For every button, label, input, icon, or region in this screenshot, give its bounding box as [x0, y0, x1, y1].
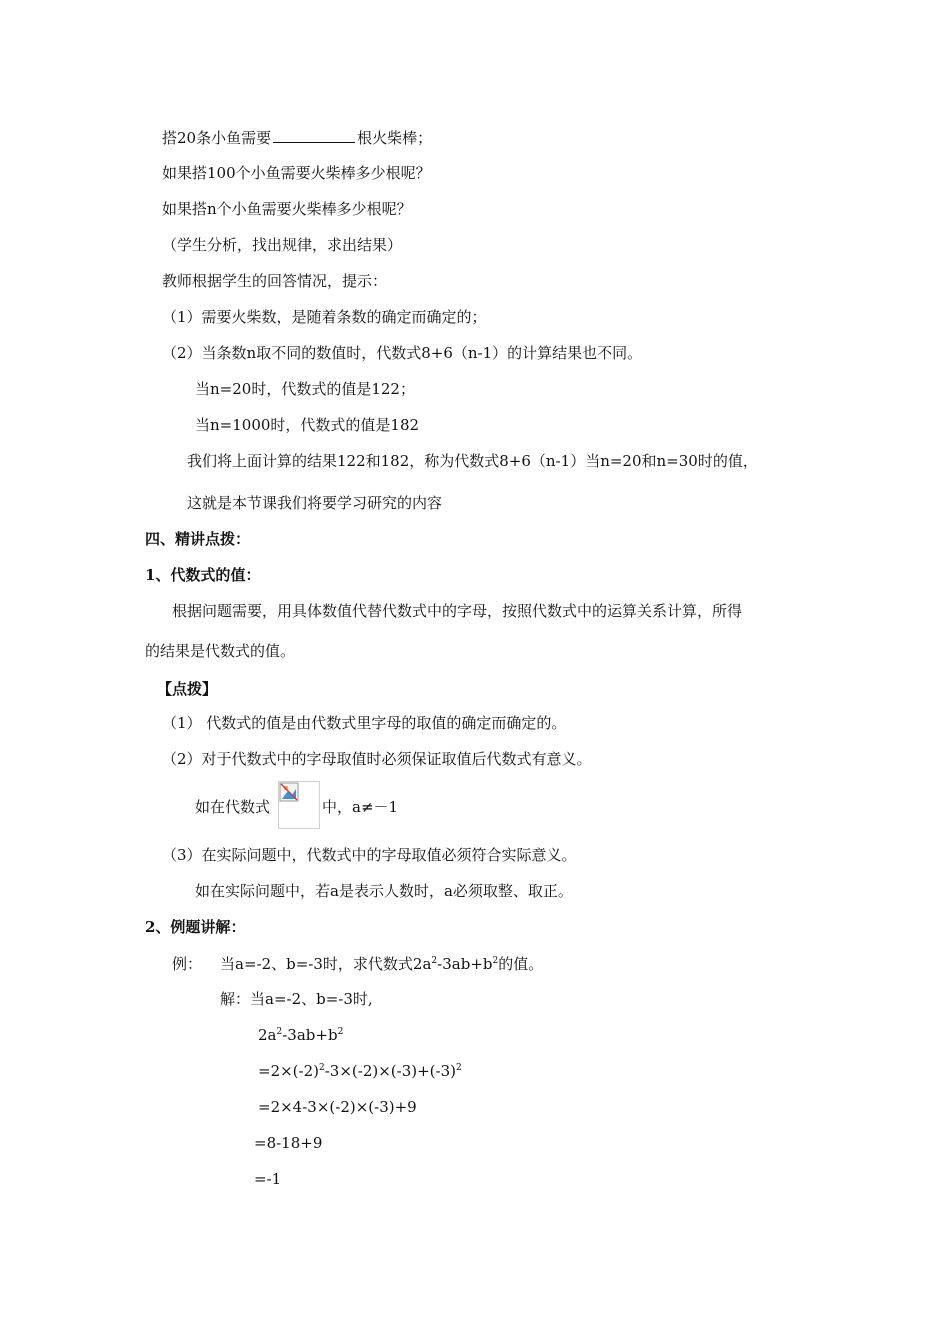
solution-intro: 解：当a=-2、b=-3时,	[220, 990, 373, 1008]
solution-step-1: $2a^2-3ab+b^2$	[258, 1026, 344, 1044]
tip-2-example-post: 中，a≠－1	[322, 798, 399, 816]
solution-result: =-1	[254, 1170, 282, 1188]
tip-3-example: 如在实际问题中，若a是表示人数时，a必须取整、取正。	[195, 882, 573, 900]
line-student-analysis: （学生分析，找出规律，求出结果）	[162, 236, 403, 254]
solution-step-3: =2×4-3×(-2)×(-3)+9	[258, 1098, 417, 1116]
line-summary: 我们将上面计算的结果122和182，称为代数式8+6（n-1）当n=20和n=30时的值，	[187, 452, 758, 470]
line-n1000: 当n=1000时，代数式的值是182	[195, 416, 420, 434]
hint-1: （1）需要火柴数，是随着条数的确定而确定的；	[162, 308, 487, 326]
line-teacher-hint: 教师根据学生的回答情况，提示：	[162, 272, 388, 290]
line-20-fish: 搭20条小鱼需要 根火柴棒；	[162, 129, 433, 147]
solution-step-2: $=2\times(-2)^2-3\times(-2)\times(-3)+(-3)^2$	[258, 1062, 462, 1080]
solution-step-4: =8-18+9	[254, 1134, 323, 1152]
tip-1: （1） 代数式的值是由代数式里字母的取值的确定而确定的。	[162, 714, 567, 732]
tip-3: （3）在实际问题中，代数式中的字母取值必须符合实际意义。	[162, 846, 577, 864]
tip-heading: 【点拨】	[157, 680, 218, 698]
answer-blank	[273, 127, 355, 143]
definition-line-1: 根据问题需要，用具体数值代替代数式中的字母，按照代数式中的运算关系计算，所得	[172, 602, 743, 620]
hint-2: （2）当条数n取不同的数值时，代数式8+6（n-1）的计算结果也不同。	[162, 344, 643, 362]
line-n-fish: 如果搭n个小鱼需要火柴棒多少根呢？	[162, 200, 412, 218]
line-lesson-content: 这就是本节课我们将要学习研究的内容	[187, 494, 443, 512]
section-heading-4: 四、精讲点拨：	[145, 530, 251, 548]
definition-line-2: 的结果是代数式的值。	[145, 642, 296, 660]
subheading-2: 2、例题讲解：	[145, 918, 246, 936]
line-n20: 当n=20时，代数式的值是122；	[195, 380, 415, 398]
formula-image	[278, 781, 320, 829]
subheading-1: 1、代数式的值：	[145, 566, 261, 584]
tip-2-example-pre: 如在代数式	[195, 798, 271, 816]
line-100-fish: 如果搭100个小鱼需要火柴棒多少根呢？	[162, 164, 431, 182]
example-problem: 例： 当a=-2、b=-3时，求代数式$2a^2-3ab+b^2$的值。	[172, 955, 544, 973]
broken-image-icon	[279, 782, 301, 804]
tip-2: （2）对于代数式中的字母取值时必须保证取值后代数式有意义。	[162, 750, 592, 768]
